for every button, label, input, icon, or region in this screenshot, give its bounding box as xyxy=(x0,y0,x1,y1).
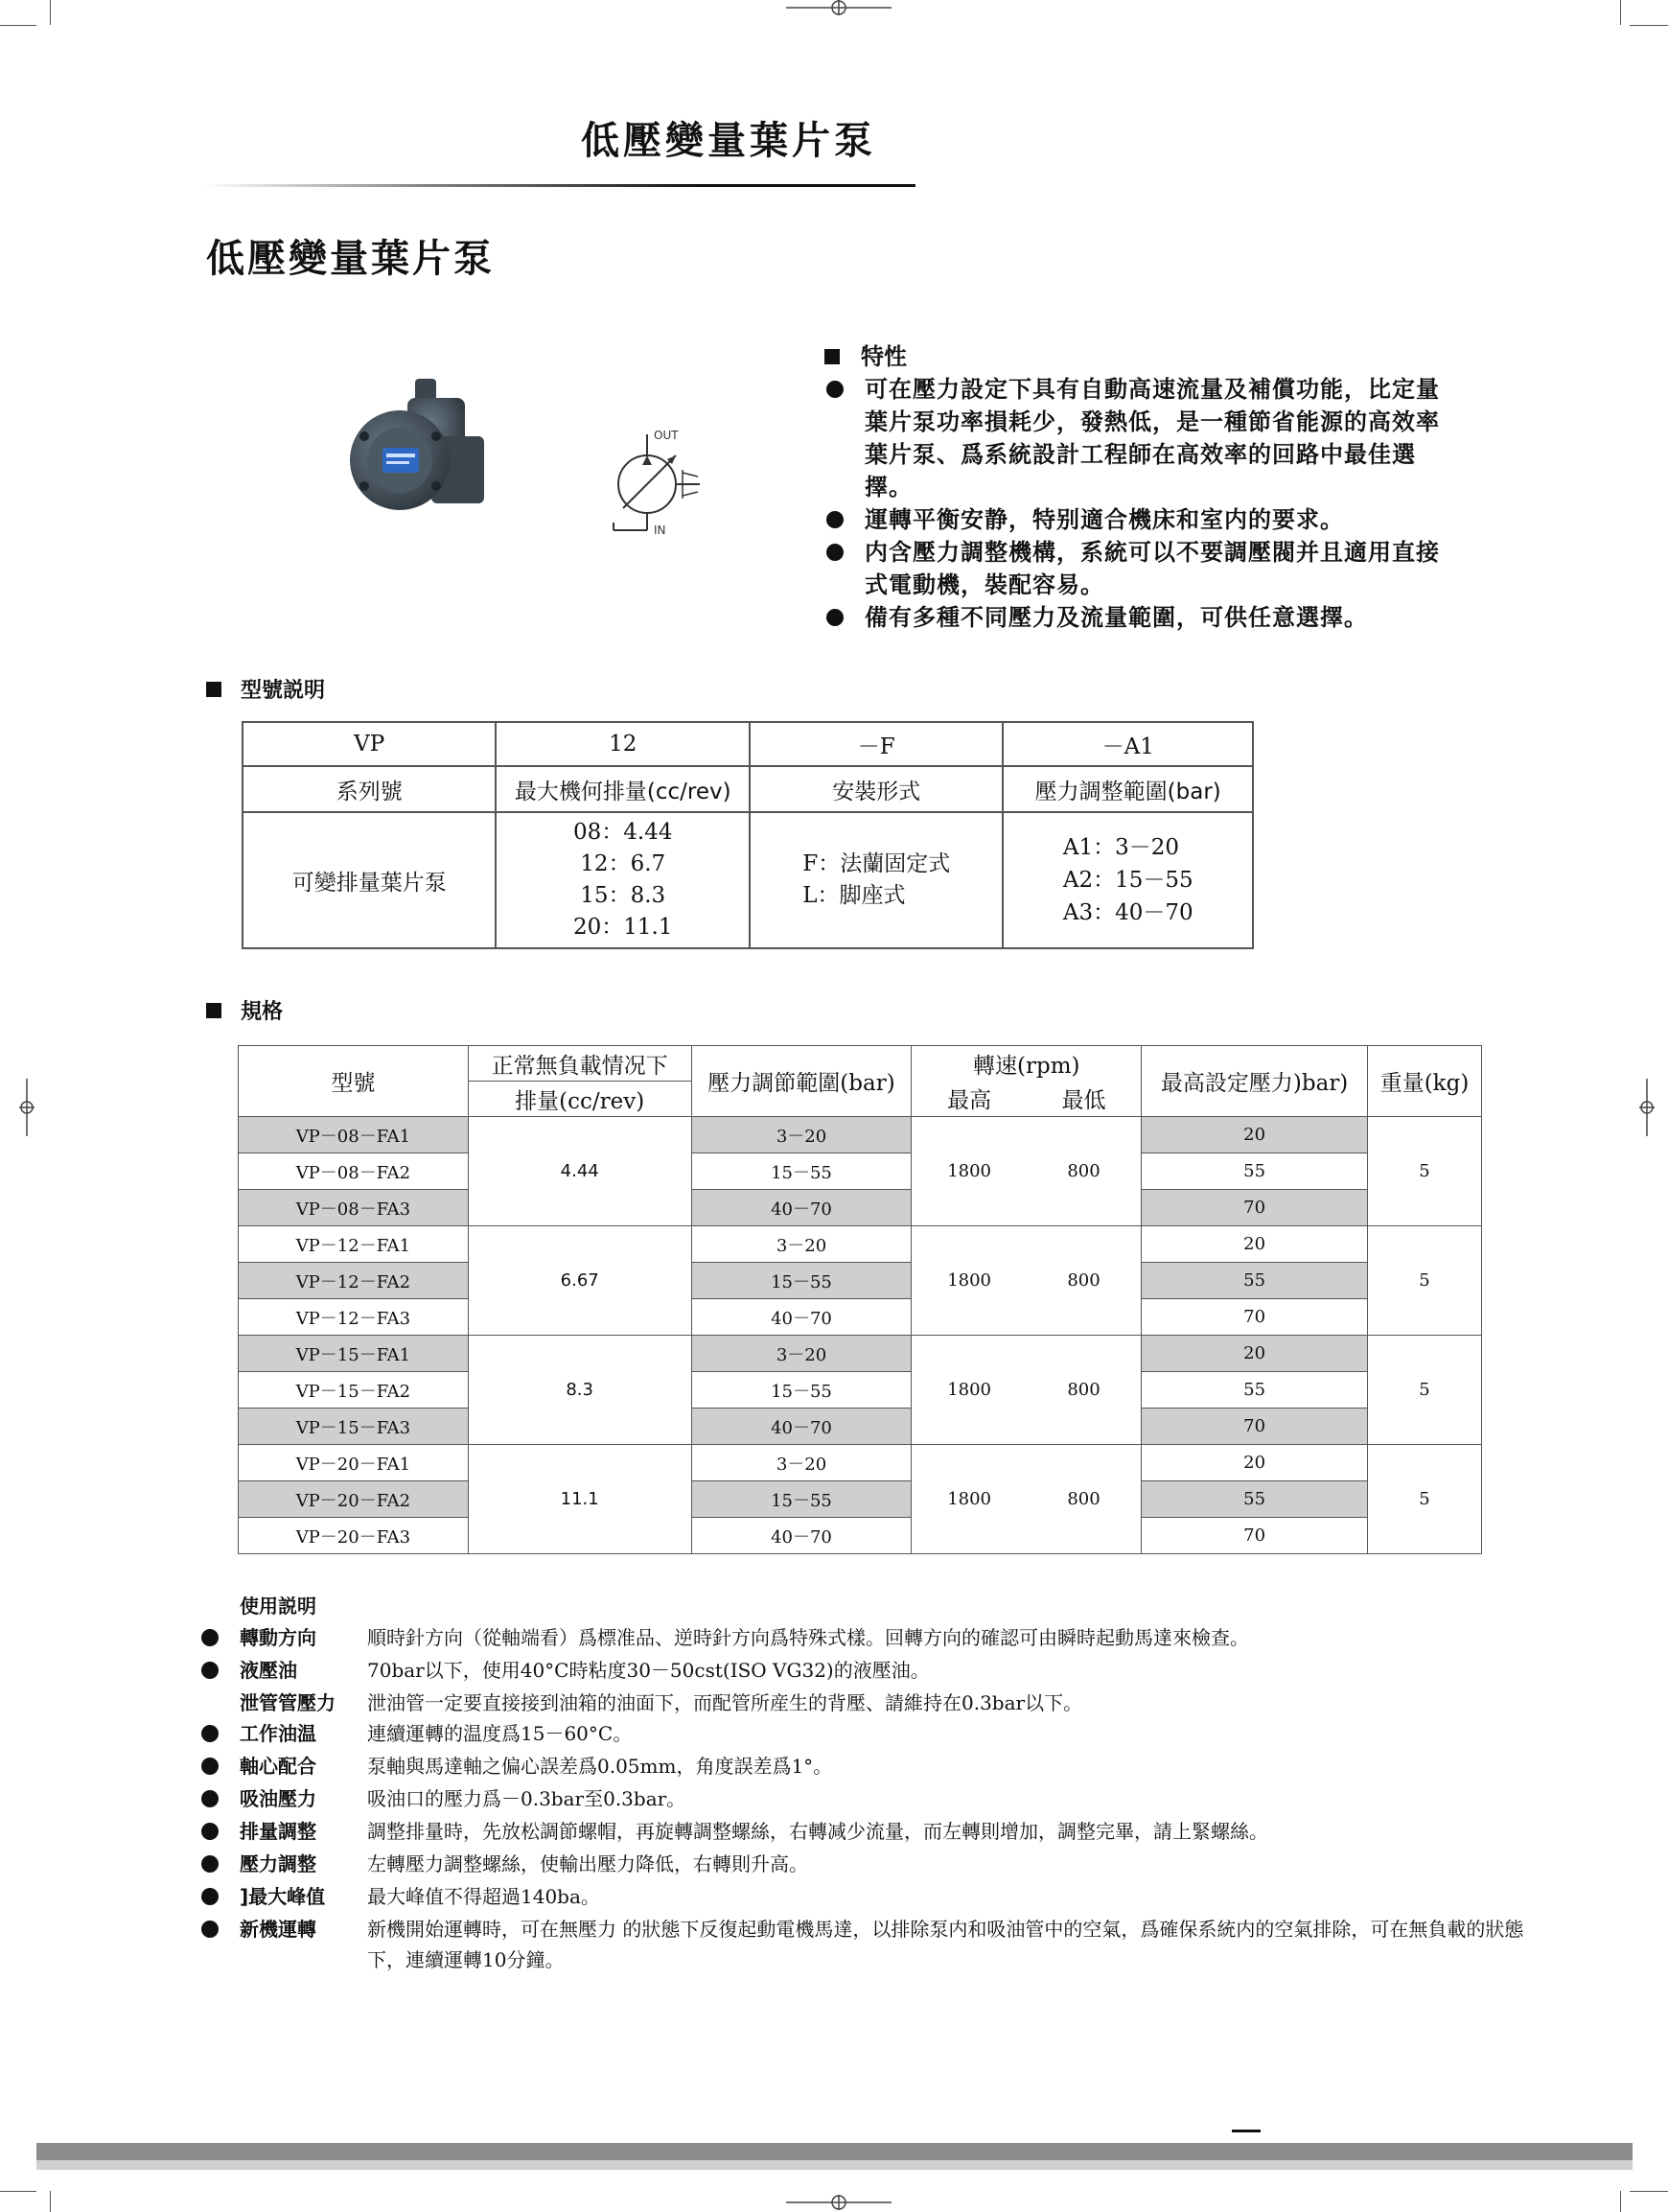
model-pressure-options xyxy=(1003,812,1253,948)
model-label-series: 系列號 xyxy=(243,766,496,812)
pressure-option: A1：3－20 xyxy=(1062,835,1179,860)
spec-model-cell: VP－08－FA3 xyxy=(239,1190,469,1226)
usage-text: 泄油管一定要直接接到油箱的油面下，而配管所産生的背壓、請維持在0.3bar以下。 xyxy=(367,1691,1083,1714)
footer-bar xyxy=(36,2143,1633,2160)
bullet-dot-icon xyxy=(826,609,844,626)
bullet-dot-icon xyxy=(201,1758,219,1775)
model-displacement-options xyxy=(496,812,750,948)
bullet-dot-icon xyxy=(201,1790,219,1807)
mount-option: F：法蘭固定式 xyxy=(802,851,951,876)
usage-label: ]最大峰值 xyxy=(240,1885,326,1908)
bullet-dot-icon xyxy=(201,1823,219,1840)
spec-model-cell: VP－12－FA1 xyxy=(239,1226,469,1263)
spec-row xyxy=(239,1226,1482,1263)
usage-bullet xyxy=(201,1751,240,1783)
usage-item xyxy=(201,1622,1543,1655)
spec-header-pressure-range: 壓力調節範圍(bar) xyxy=(691,1046,912,1117)
usage-bullet xyxy=(201,1783,240,1816)
pressure-option: A3：40－70 xyxy=(1062,900,1193,925)
crop-mark xyxy=(0,2191,36,2192)
bullet-dot-icon xyxy=(201,1855,219,1873)
footer-bar-light xyxy=(36,2160,1633,2170)
page-title: 低壓變量葉片泵 xyxy=(206,237,495,281)
spec-pressure-range-cell: 15－55 xyxy=(691,1372,912,1409)
spec-max-pressure-cell: 70 xyxy=(1142,1299,1368,1336)
spec-header-model: 型號 xyxy=(239,1046,469,1117)
usage-item xyxy=(201,1718,1543,1751)
features-block xyxy=(824,340,1457,634)
bullet-dot-icon xyxy=(826,381,844,398)
spec-speed-min-cell: 800 xyxy=(1027,1117,1142,1226)
usage-label: 泄管管壓力 xyxy=(240,1691,336,1714)
crop-mark xyxy=(0,25,36,26)
feature-text: 備有多種不同壓力及流量範圍，可供任意選擇。 xyxy=(865,604,1368,631)
usage-item xyxy=(201,1783,1543,1816)
spec-model-cell: VP－20－FA3 xyxy=(239,1518,469,1554)
spec-max-pressure-cell: 55 xyxy=(1142,1153,1368,1190)
spec-weight-cell: 5 xyxy=(1368,1336,1482,1445)
spec-table xyxy=(238,1045,1482,1554)
bullet-dot-icon xyxy=(201,1662,219,1679)
spec-header-speed-max: 最高 xyxy=(912,1082,1027,1117)
spec-model-cell: VP－08－FA1 xyxy=(239,1117,469,1153)
spec-speed-min-cell: 800 xyxy=(1027,1445,1142,1554)
usage-bullet xyxy=(201,1718,240,1751)
registration-mark-right xyxy=(1637,1079,1656,1136)
features-heading-text: 特性 xyxy=(861,343,907,370)
bullet-dot-icon xyxy=(201,1921,219,1938)
spec-model-cell: VP－20－FA1 xyxy=(239,1445,469,1481)
displacement-option: 12：6.7 xyxy=(580,851,666,876)
displacement-option: 15：8.3 xyxy=(580,883,666,908)
model-label-mount: 安裝形式 xyxy=(750,766,1003,812)
usage-notes xyxy=(201,1590,1543,1975)
pressure-option: A2：15－55 xyxy=(1062,868,1193,893)
feature-text: 可在壓力設定下具有自動高速流量及補償功能，比定量葉片泵功率損耗少，發熱低，是一種節省能源的高效率葉片泵、爲系統設計工程師在高效率的回路中最佳選擇。 xyxy=(865,376,1440,501)
model-series-value: 可變排量葉片泵 xyxy=(243,812,496,948)
spec-max-pressure-cell: 70 xyxy=(1142,1518,1368,1554)
spec-pressure-range-cell: 3－20 xyxy=(691,1117,912,1153)
crop-mark xyxy=(1620,0,1621,25)
spec-header-displacement-top: 正常無負載情况下 xyxy=(468,1046,691,1082)
spec-max-pressure-cell: 70 xyxy=(1142,1190,1368,1226)
usage-item xyxy=(201,1655,1543,1688)
usage-label: 轉動方向 xyxy=(240,1626,316,1649)
spec-pressure-range-cell: 3－20 xyxy=(691,1336,912,1372)
spec-max-pressure-cell: 20 xyxy=(1142,1336,1368,1372)
usage-text: 新機開始運轉時，可在無壓力 的狀態下反復起動電機馬達，以排除泵内和吸油管中的空氣，爲確保系統内的空氣排除，可在無負載的狀態下，連續運轉10分鐘。 xyxy=(367,1918,1524,1971)
spec-pressure-range-cell: 15－55 xyxy=(691,1263,912,1299)
spec-speed-min-cell: 800 xyxy=(1027,1336,1142,1445)
spec-pressure-range-cell: 40－70 xyxy=(691,1299,912,1336)
crop-mark xyxy=(1620,2191,1621,2212)
spec-speed-max-cell: 1800 xyxy=(912,1445,1027,1554)
spec-max-pressure-cell: 20 xyxy=(1142,1117,1368,1153)
registration-mark-bottom xyxy=(786,2193,892,2212)
square-bullet-icon xyxy=(206,1003,221,1018)
square-bullet-icon xyxy=(206,682,221,697)
usage-bullet xyxy=(201,1816,240,1849)
crop-mark xyxy=(1630,25,1668,26)
spec-model-cell: VP－15－FA2 xyxy=(239,1372,469,1409)
spec-model-cell: VP－12－FA3 xyxy=(239,1299,469,1336)
spec-row xyxy=(239,1372,1482,1409)
spec-displacement-cell: 8.3 xyxy=(468,1336,691,1445)
spec-displacement-cell: 4.44 xyxy=(468,1117,691,1226)
usage-item xyxy=(201,1751,1543,1783)
spec-pressure-range-cell: 3－20 xyxy=(691,1226,912,1263)
usage-title: 使用説明 xyxy=(240,1595,316,1618)
spec-section-heading xyxy=(206,995,283,1025)
spec-model-cell: VP－08－FA2 xyxy=(239,1153,469,1190)
bullet-dot-icon xyxy=(201,1725,219,1742)
usage-text: 調整排量時，先放松調節螺帽，再旋轉調整螺絲，右轉减少流量，而左轉則增加，調整完畢，請上緊螺絲。 xyxy=(367,1820,1268,1843)
displacement-option: 20：11.1 xyxy=(572,915,673,940)
spec-header-displacement-bottom: 排量(cc/rev) xyxy=(468,1082,691,1117)
spec-displacement-cell: 11.1 xyxy=(468,1445,691,1554)
spec-max-pressure-cell: 55 xyxy=(1142,1263,1368,1299)
spec-pressure-range-cell: 15－55 xyxy=(691,1481,912,1518)
usage-bullet xyxy=(201,1655,240,1688)
spec-model-cell: VP－15－FA1 xyxy=(239,1336,469,1372)
spec-row xyxy=(239,1481,1482,1518)
spec-row xyxy=(239,1153,1482,1190)
footer-dash xyxy=(1232,2130,1261,2132)
spec-weight-cell: 5 xyxy=(1368,1226,1482,1336)
usage-bullet xyxy=(201,1881,240,1914)
spec-row xyxy=(239,1336,1482,1372)
square-bullet-icon xyxy=(824,349,840,364)
usage-text: 吸油口的壓力爲－0.3bar至0.3bar。 xyxy=(367,1787,686,1810)
spec-pressure-range-cell: 40－70 xyxy=(691,1409,912,1445)
crop-mark xyxy=(50,2191,51,2212)
registration-mark-top xyxy=(786,0,892,19)
features-heading xyxy=(824,340,1457,373)
usage-bullet xyxy=(201,1849,240,1881)
bullet-dot-icon xyxy=(826,511,844,528)
usage-label: 軸心配合 xyxy=(240,1755,316,1778)
feature-item xyxy=(824,536,1457,601)
usage-label: 新機運轉 xyxy=(240,1918,316,1941)
bullet-dot-icon xyxy=(201,1629,219,1646)
spec-row xyxy=(239,1263,1482,1299)
usage-text: 左轉壓力調整螺絲，使輸出壓力降低，右轉則升高。 xyxy=(367,1852,808,1875)
registration-mark-left xyxy=(17,1079,36,1136)
usage-item xyxy=(201,1914,1543,1975)
model-code-series: VP xyxy=(243,722,496,766)
model-mount-options xyxy=(750,812,1003,948)
bullet-dot-icon xyxy=(826,544,844,561)
usage-text: 連續運轉的温度爲15－60°C。 xyxy=(367,1722,633,1745)
spec-row xyxy=(239,1299,1482,1336)
spec-row xyxy=(239,1445,1482,1481)
header-title: 低壓變量葉片泵 xyxy=(581,119,876,163)
model-label-displacement: 最大機何排量(cc/rev) xyxy=(496,766,750,812)
spec-model-cell: VP－20－FA2 xyxy=(239,1481,469,1518)
model-label-pressure: 壓力調整範圍(bar) xyxy=(1003,766,1253,812)
usage-label: 吸油壓力 xyxy=(240,1787,316,1810)
usage-bullet xyxy=(201,1622,240,1655)
usage-item xyxy=(201,1816,1543,1849)
feature-item xyxy=(824,503,1457,536)
spec-max-pressure-cell: 20 xyxy=(1142,1226,1368,1263)
usage-label: 壓力調整 xyxy=(240,1852,316,1875)
feature-text: 運轉平衡安静，特别適合機床和室内的要求。 xyxy=(865,506,1344,533)
spec-section-heading-text: 規格 xyxy=(241,1000,284,1024)
mount-option: L：脚座式 xyxy=(802,883,906,908)
spec-header-speed-min: 最低 xyxy=(1027,1082,1142,1117)
spec-header-max-pressure: 最高設定壓力)bar) xyxy=(1142,1046,1368,1117)
usage-text: 70bar以下，使用40°C時粘度30－50cst(ISO VG32)的液壓油。 xyxy=(367,1659,930,1682)
feature-item xyxy=(824,601,1457,634)
model-code-mount: －F xyxy=(750,722,1003,766)
usage-text: 泵軸與馬達軸之偏心誤差爲0.05mm，角度誤差爲1°。 xyxy=(367,1755,833,1778)
spec-model-cell: VP－15－FA3 xyxy=(239,1409,469,1445)
usage-label: 排量調整 xyxy=(240,1820,316,1843)
usage-item xyxy=(201,1688,1543,1718)
spec-row xyxy=(239,1518,1482,1554)
spec-header-speed: 轉速(rpm) xyxy=(912,1046,1142,1082)
bullet-dot-icon xyxy=(201,1888,219,1905)
model-code-displacement: 12 xyxy=(496,722,750,766)
spec-header-weight: 重量(kg) xyxy=(1368,1046,1482,1117)
usage-text: 順時針方向（從軸端看）爲標准品、逆時針方向爲特殊式樣。回轉方向的確認可由瞬時起動馬達來檢查。 xyxy=(367,1626,1249,1649)
model-table xyxy=(242,721,1254,949)
spec-displacement-cell: 6.67 xyxy=(468,1226,691,1336)
model-section-heading xyxy=(206,674,325,704)
spec-speed-min-cell: 800 xyxy=(1027,1226,1142,1336)
spec-max-pressure-cell: 20 xyxy=(1142,1445,1368,1481)
spec-speed-max-cell: 1800 xyxy=(912,1226,1027,1336)
spec-speed-max-cell: 1800 xyxy=(912,1336,1027,1445)
usage-label: 工作油温 xyxy=(240,1722,316,1745)
usage-item xyxy=(201,1881,1543,1914)
feature-item xyxy=(824,373,1457,503)
symbol-in-label: IN xyxy=(654,524,666,537)
usage-bullet xyxy=(201,1914,240,1946)
pump-hydraulic-symbol xyxy=(604,427,709,542)
header-rule xyxy=(201,184,915,187)
spec-weight-cell: 5 xyxy=(1368,1445,1482,1554)
spec-pressure-range-cell: 40－70 xyxy=(691,1190,912,1226)
usage-text: 最大峰值不得超過140ba。 xyxy=(367,1885,600,1908)
usage-item xyxy=(201,1849,1543,1881)
model-code-pressure: －A1 xyxy=(1003,722,1253,766)
model-section-heading-text: 型號説明 xyxy=(241,679,326,703)
spec-max-pressure-cell: 55 xyxy=(1142,1481,1368,1518)
spec-speed-max-cell: 1800 xyxy=(912,1117,1027,1226)
spec-pressure-range-cell: 15－55 xyxy=(691,1153,912,1190)
displacement-option: 08：4.44 xyxy=(572,820,673,845)
spec-max-pressure-cell: 55 xyxy=(1142,1372,1368,1409)
spec-row xyxy=(239,1190,1482,1226)
spec-pressure-range-cell: 3－20 xyxy=(691,1445,912,1481)
crop-mark xyxy=(1630,2191,1668,2192)
usage-label: 液壓油 xyxy=(240,1659,297,1682)
feature-text: 内含壓力調整機構，系統可以不要調壓閥并且適用直接式電動機，裝配容易。 xyxy=(865,539,1440,598)
crop-mark xyxy=(50,0,51,25)
spec-row xyxy=(239,1409,1482,1445)
spec-row xyxy=(239,1117,1482,1153)
spec-max-pressure-cell: 70 xyxy=(1142,1409,1368,1445)
spec-model-cell: VP－12－FA2 xyxy=(239,1263,469,1299)
spec-weight-cell: 5 xyxy=(1368,1117,1482,1226)
symbol-out-label: OUT xyxy=(654,429,679,442)
spec-pressure-range-cell: 40－70 xyxy=(691,1518,912,1554)
pump-photo xyxy=(340,369,494,523)
